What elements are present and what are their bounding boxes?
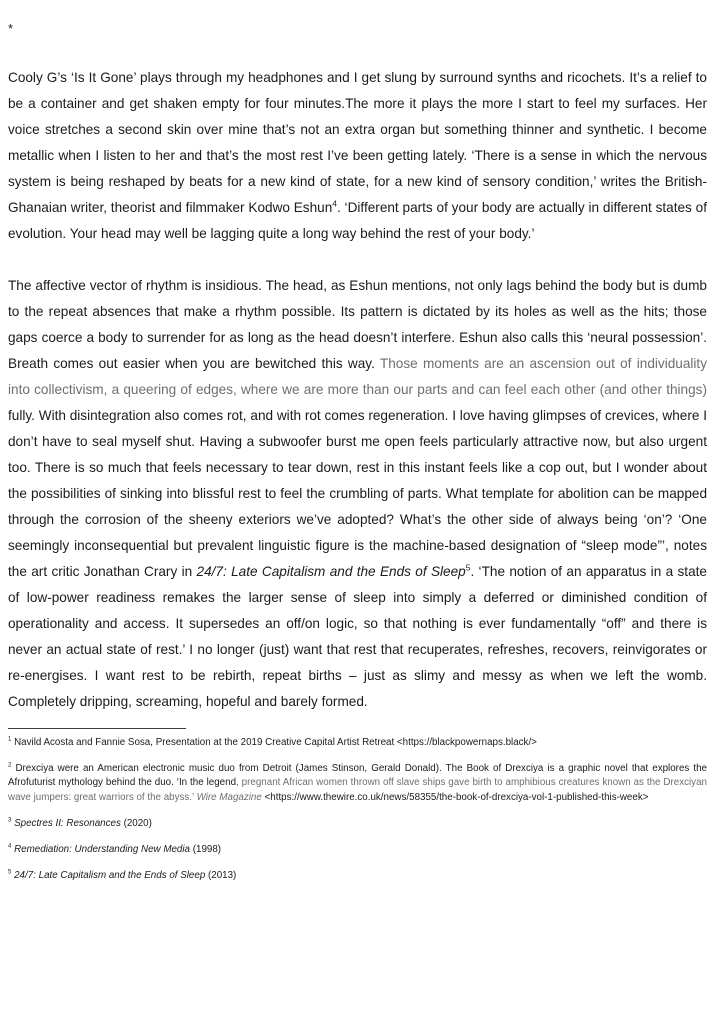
text-segment: <https://www.thewire.co.uk/news/58355/the-book-of-drexciya-vol-1-published-this-week> <box>261 791 649 803</box>
body-paragraph-1 <box>8 65 707 247</box>
section-marker: * <box>8 21 14 36</box>
text-segment: . ‘Different parts of your body are actually in different states of evolution. Your head may well be lagging quite a long way behind the rest of your body.’ <box>8 200 707 241</box>
superscript-reference: 4 <box>8 843 12 850</box>
superscript-reference: 5 <box>8 869 12 876</box>
text-segment: Cooly G’s ‘Is It Gone’ plays through my headphones and I get slung by surround synths and ricochets. It’s a relief to be a container and get shaken empty for four minutes.The more it plays the more I start to feel my surfaces. Her voice stretches a second skin over mine that’s not an extra organ but something thinner and synthetic. I become metallic when I listen to her and that’s the most rest I’ve been getting lately. ‘There is a sense in which the nervous system is being reshaped by beats for a new kind of state, for a new kind of sensory condition,’ writes the British-Ghanaian writer, theorist and filmmaker Kodwo Eshun <box>8 70 707 215</box>
text-segment: Those moments are an ascension out of individuality into collectivism, a queering of edges, where we are more than our parts and can feel each other (and other things) <box>8 356 708 397</box>
footnote-5 <box>8 869 707 883</box>
text-segment: (2013) <box>205 870 237 882</box>
text-segment: (1998) <box>190 844 222 856</box>
body-paragraph-2 <box>8 273 707 715</box>
superscript-reference: 2 <box>8 762 12 769</box>
footnote-separator-rule <box>8 728 186 729</box>
text-segment: Spectres II: Resonances <box>14 817 121 829</box>
footnote-2 <box>8 762 707 805</box>
text-segment: 24/7: Late Capitalism and the Ends of Sleep <box>196 564 466 579</box>
superscript-reference: 1 <box>8 736 12 743</box>
footnote-4 <box>8 843 707 857</box>
text-segment: The affective vector of rhythm is insidious. The head, as Eshun mentions, not only lags behind the body but is dumb to the repeat absences that make a rhythm possible. Its pattern is dictated by its holes as well as the hits; those gaps coerce a body to surrender for as long as the head doesn’t interfere. Eshun also calls this ‘neural possession’. Breath comes out easier when you are bewitched this way. <box>8 278 707 371</box>
footnote-3 <box>8 817 707 831</box>
text-segment: Remediation: Understanding New Media <box>14 844 191 856</box>
text-segment: . ‘The notion of an apparatus in a state of low-power readiness remakes the larger sense of sleep into simply a deferred or diminished condition of operationality and access. It supersedes an off/on logic, so that nothing is ever fundamentally “off” and there is never an actual state of rest.’ I no longer (just) want that rest that recuperates, refreshes, recovers, reinvigorates or re-energises. I want rest to be rebirth, repeat births – just as slimy and messy as when we left the womb. Completely dripping, screaming, hopeful and barely formed. <box>8 564 707 709</box>
superscript-reference: 3 <box>8 817 12 824</box>
text-segment: 24/7: Late Capitalism and the Ends of Sleep <box>14 870 206 882</box>
superscript-reference: 4 <box>332 198 337 209</box>
text-segment: Wire Magazine <box>196 791 262 803</box>
text-segment: Drexciya were an American electronic music duo from Detroit (James Stinson, Gerald Donald). The Book of Drexciya is a graphic novel that explores the Afrofuturist mythology behind the duo. ‘In the legend <box>8 763 707 789</box>
text-segment: Navild Acosta and Fannie Sosa, Presentation at the 2019 Creative Capital Artist Retreat <https://blackpowernaps.black/> <box>11 737 537 748</box>
footnote-1 <box>8 736 707 750</box>
text-segment: fully. With disintegration also comes rot, and with rot comes regeneration. I love having glimpses of crevices, where I don’t have to seal myself shut. Having a subwoofer burst me open feels particularly attractive now, but also urgent too. There is so much that feels necessary to tear down, rest in this instant feels like a cop out, but I wonder about the possibilities of sinking into blissful rest to feel the crumbling of parts. What template for abolition can be mapped through the corrosion of the sheeny exteriors we’ve adopted? What’s the other side of always being ‘on’? ‘One seemingly inconsequential but prevalent linguistic figure is the machine-based designation of “sleep mode”’, notes the art critic Jonathan Crary in <box>8 408 707 579</box>
superscript-reference: 5 <box>465 562 471 573</box>
text-segment: , pregnant African women thrown off slave ships gave birth to amphibious creatures known as the Drexciyan wave jumpers: great warriors of the abyss.’ <box>8 777 707 803</box>
footnotes-section <box>8 728 707 883</box>
text-segment: (2020) <box>120 817 152 829</box>
